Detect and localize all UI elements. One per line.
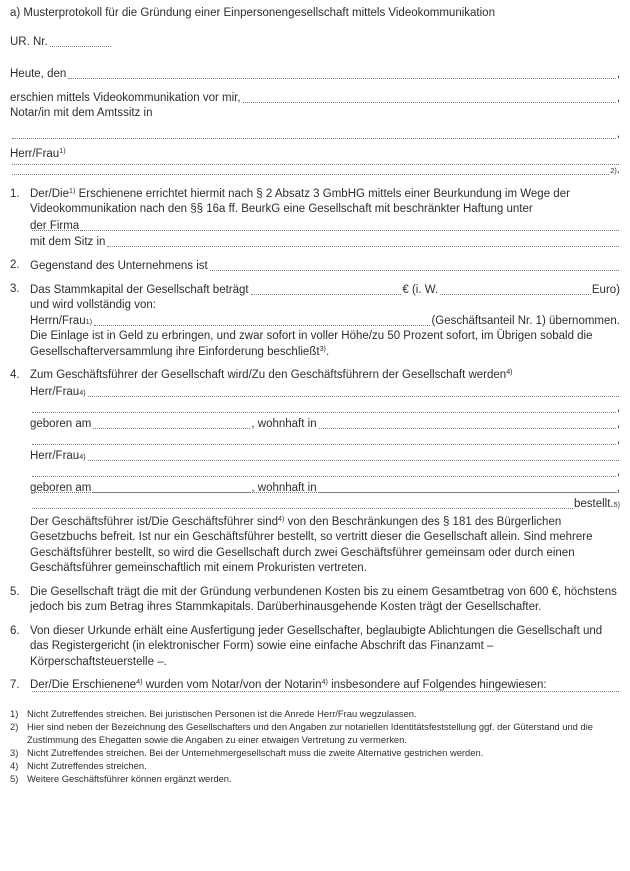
einlage-body: Die Einlage ist in Geld zu erbringen, und zwar sofort in voller Höhe/zu 50 Prozent sofort, im Übrigen sobald die Gesellschafterversammlung ihre Einforderung beschließt — [30, 330, 593, 358]
item-number: 6. — [10, 624, 20, 637]
dotted-blank — [86, 384, 620, 400]
person-blank-row-2: 2) . — [10, 164, 620, 177]
trailing-comma: , — [616, 91, 620, 104]
item-number: 7. — [10, 679, 20, 691]
dotted-blank — [10, 164, 610, 177]
herrn-frau-label: Herrn/Frau — [30, 315, 86, 327]
item-number: 3. — [10, 282, 20, 295]
footnote-number: 2) — [10, 720, 19, 732]
item7-mid: wurden vom Notar/von der Notarin — [142, 679, 322, 691]
item1-body: Erschienene errichtet hiermit nach § 2 Absatz 3 GmbHG mittels einer Beurkundung im Wege der Videokommunikation nach den §§ 16a ff. BeurkG eine Gesellschaft mit beschränkter Haftung unter — [30, 187, 570, 215]
herr-frau-row-1: Herr/Frau 4) — [30, 384, 620, 400]
sitz-label: mit dem Sitz in — [30, 235, 106, 248]
bestellt-label: bestellt. — [573, 497, 614, 510]
herr-frau-label: Herr/Frau — [30, 449, 80, 462]
stammkapital-row — [30, 282, 620, 298]
dotted-blank — [30, 464, 617, 480]
date-row — [10, 66, 620, 82]
dotted-blank — [317, 480, 617, 496]
item7-tail: insbesondere auf Folgendes hingewiesen: — [327, 679, 547, 691]
footnote-number: 3) — [10, 746, 19, 758]
ur-number-row — [10, 34, 620, 50]
dotted-blank — [91, 480, 251, 496]
item-number: 1. — [10, 187, 20, 200]
trailing-comma: , — [616, 401, 620, 414]
trailing-comma: , — [616, 465, 620, 478]
dotted-blank — [91, 416, 251, 432]
dotted-blank — [48, 34, 112, 50]
item-number: 4. — [10, 369, 20, 381]
item-number: 2. — [10, 258, 20, 271]
footnotes-section — [10, 707, 620, 785]
footnote-ref-4: 4) — [136, 677, 143, 686]
sitz-row — [30, 234, 620, 250]
trailing-comma: , — [616, 481, 620, 494]
appeared-row — [10, 90, 620, 106]
geboren-label: geboren am — [30, 417, 92, 430]
dotted-blank — [66, 66, 617, 82]
footnote-text: Weitere Geschäftsführer können ergänzt werden. — [27, 772, 232, 784]
footnote-number: 1) — [10, 707, 19, 719]
dotted-blank — [438, 282, 592, 298]
trailing-comma: , — [616, 433, 620, 446]
herr-frau-label: Herr/Frau — [30, 385, 80, 398]
dotted-blank — [30, 432, 617, 448]
trailing-comma: , — [616, 128, 620, 140]
paragraph-rest: von den Beschränkungen des § 181 des Bürgerlichen Gesetzbuchs befreit. Ist nur ein Geschäftsführer bestellt, so vertritt dieser die Gesellschaft allein. Sind mehrere Geschäftsführer bestellt, so wird die Gesellschaft durch zwei Geschäftsführer gemeinsam oder durch einen Geschäftsführer gemeinschaftlich mit einem Prokuristen vertreten. — [30, 515, 593, 574]
vollstaendig-label: und wird vollständig von: — [30, 298, 156, 311]
notary-seat-blank-row — [10, 126, 620, 142]
geboren-row-1 — [30, 416, 620, 432]
euro-word-label: Euro) — [591, 283, 621, 296]
blank-row — [30, 432, 620, 448]
dotted-blank — [10, 126, 617, 142]
dotted-blank — [317, 416, 617, 432]
herr-frau-row-2: Herr/Frau 4) — [30, 448, 620, 464]
footnote — [10, 746, 620, 759]
item4-head-text: Zum Geschäftsführer der Gesellschaft wird/Zu den Geschäftsführern der Gesellschaft werden — [30, 369, 507, 381]
footnote — [10, 707, 620, 720]
footnote — [10, 759, 620, 772]
item7-lead: Der/Die Erschienene — [30, 679, 137, 691]
footnote-ref-4: 4) — [278, 513, 285, 523]
item1-text — [30, 187, 620, 218]
footnote-ref-4: 4) — [321, 677, 328, 686]
firma-row — [30, 218, 620, 234]
bestellt-row: bestellt. 5) — [30, 496, 620, 512]
list-item-6 — [10, 624, 620, 671]
footnote — [10, 772, 620, 785]
einlage-text — [30, 329, 620, 360]
wohnhaft-label: , wohnhaft in — [251, 417, 317, 430]
footnote-text: Hier sind neben der Bezeichnung des Gesellschafters und den Angaben zur notariellen Identitätsfeststellung ggf. der Güterstand und die Zustimmung des Ehegatten sowie die Angaben zu einer etwaigen Vertretung zu vermerken. — [27, 720, 593, 745]
gegenstand-row — [30, 258, 620, 274]
footnote-number: 4) — [10, 759, 19, 771]
footnote-text: Nicht Zutreffendes streichen. Bei der Unternehmergesellschaft muss die zweite Alternative gestrichen werden. — [27, 746, 484, 758]
footnote-ref-4: 4) — [506, 367, 513, 376]
item6-text: Von dieser Urkunde erhält eine Ausfertigung jeder Gesellschafter, beglaubigte Ablichtungen die Gesellschaft und das Registergericht (in elektronischer Form) sowie eine einfache Abschrift das Finanzamt – Körperschaftsteuerstelle –. — [30, 624, 603, 668]
list-item-4 — [10, 368, 620, 577]
footnote-ref-3: 3) — [319, 343, 326, 353]
dotted-blank — [208, 258, 620, 274]
date-label: Heute, den — [10, 67, 67, 80]
wohnhaft-label: , wohnhaft in — [251, 481, 317, 494]
list-item-3 — [10, 282, 620, 361]
footnote-number: 5) — [10, 772, 19, 784]
appeared-label: erschien mittels Videokommunikation vor mir, — [10, 91, 241, 104]
trailing-period: . — [616, 163, 620, 176]
footnote-ref-1: 1) — [68, 185, 76, 195]
geboren-label: geboren am — [30, 481, 92, 494]
dotted-blank — [30, 400, 617, 416]
dotted-blank — [86, 448, 620, 464]
paragraph-lead: Der Geschäftsführer ist/Die Geschäftsführer sind — [30, 515, 278, 528]
list-item-1 — [10, 187, 620, 250]
item-number: 5. — [10, 585, 20, 598]
item5-text: Die Gesellschaft trägt die mit der Gründung verbundenen Kosten bis zu einem Gesamtbetrag von 600 €, höchstens jedoch bis zum Betrag ihres Stammkapitals. Darüberhinausgehende Kosten trägt der Gesellschafter. — [30, 585, 617, 613]
list-item-2 — [10, 258, 620, 274]
list-item-7 — [10, 678, 620, 695]
dotted-blank — [249, 282, 403, 298]
ur-label: UR. Nr. — [10, 35, 48, 48]
list-item-5 — [10, 585, 620, 616]
footnote-text: Nicht Zutreffendes streichen. Bei juristischen Personen ist die Anrede Herr/Frau wegzulassen. — [27, 707, 417, 719]
blank-row — [30, 400, 620, 416]
trailing-period: . — [325, 345, 330, 358]
geschaeftsanteil-label: (Geschäftsanteil Nr. 1) übernommen. — [431, 315, 620, 327]
herr-frau-label: Herr/Frau — [10, 148, 60, 160]
numbered-list — [10, 187, 620, 695]
footnote-text: Nicht Zutreffendes streichen. — [27, 759, 147, 771]
geboren-row-2 — [30, 480, 620, 496]
trailing-comma: , — [616, 417, 620, 430]
geschaeftsfuehrer-paragraph — [30, 515, 620, 577]
item1-lead: Der/Die — [30, 187, 69, 200]
herrn-frau-row: Herrn/Frau 1) (Geschäftsanteil Nr. 1) übernommen. — [30, 315, 620, 327]
item4-head — [30, 368, 620, 384]
dotted-blank — [241, 90, 617, 106]
firma-label: der Firma — [30, 219, 80, 232]
blank-row — [30, 464, 620, 480]
dotted-blank — [79, 218, 620, 234]
dotted-blank — [30, 496, 574, 512]
footnote — [10, 720, 620, 746]
dotted-blank — [105, 234, 620, 250]
notary-seat-label: Notar/in mit dem Amtssitz in — [10, 106, 153, 119]
herr-frau-row — [10, 147, 620, 163]
stammkapital-label: Das Stammkapital der Gesellschaft beträgt — [30, 283, 249, 296]
trailing-comma: , — [616, 67, 620, 80]
gegenstand-label: Gegenstand des Unternehmens ist — [30, 259, 208, 272]
doc-title: a) Musterprotokoll für die Gründung einer Einpersonengesellschaft mittels Videokommunikation — [10, 7, 495, 19]
euro-in-words-label: € (i. W. — [402, 283, 439, 296]
dotted-blank — [92, 313, 431, 329]
footnote-ref-1: 1) — [59, 146, 66, 155]
